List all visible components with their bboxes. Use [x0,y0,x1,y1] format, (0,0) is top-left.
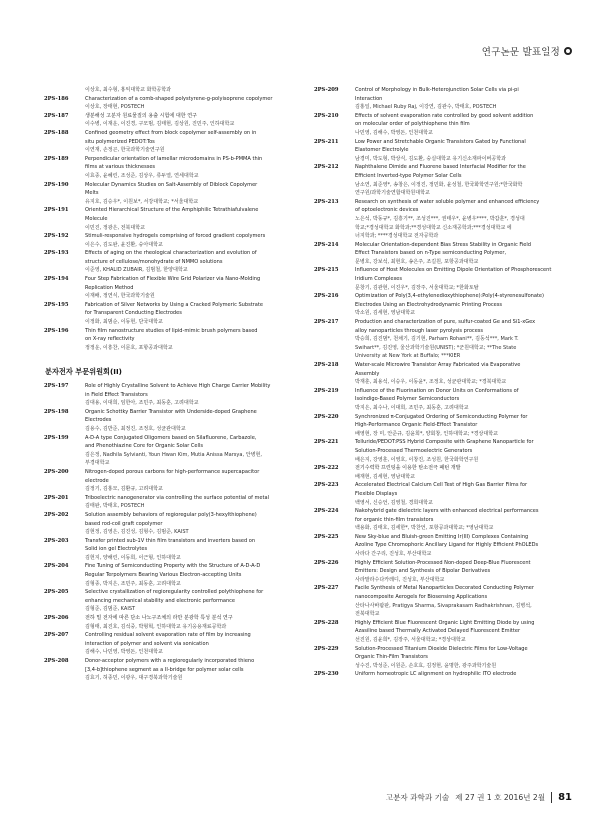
entry-title-line: Selective crystallization of regioregularity controlled polythiophene for [85,589,264,596]
entry-code: 2PS-187 [44,112,69,119]
entry-code: 2PS-186 [44,95,69,102]
entry-authors: 정정운, 이흥찬, 이문호, 포항공과대학교 [85,344,173,351]
entry-title-line: Low Power and Stretchable Organic Transistors Gated by Functional [355,138,526,145]
entry-code: 2PS-200 [44,468,69,475]
entry-title-line: New Sky-blue and Bluish-green Emitting Ir(III) Complexes Containing [355,533,529,540]
entry-title-line: 전기수력학 프린팅을 이용한 탄소전극 패턴 개발 [355,465,461,472]
entry-title-line: Organic Thin-Film Transistors [355,654,428,661]
entry-title-line: nanocomposite Aerogels for Biosensing Applications [355,594,488,601]
entry-code: 2PS-212 [314,164,339,171]
entry-title-line: Azoline Type Chromophoric Ancillary Ligand for Highly Efficient PhOLEDs [355,542,539,549]
entry-code: 2PS-195 [44,301,69,308]
entry-authors: 이상호, 장태현, POSTECH [85,104,145,111]
program-entry [44,275,306,301]
entry-title-line: Electrodes Using an Electrohydrodynamic Printing Process [355,301,502,308]
entry-authors: 성수진, 박성준, 이원준, 손호효, 김정현, 윤명한, 광주과학기술원 [355,662,497,669]
program-entry [314,670,576,679]
program-entry [44,657,306,683]
program-entry [44,301,306,327]
footer-divider [551,792,552,803]
entry-body [355,670,576,679]
entry-title-line: Molecular Orientation-dependent Bias Stress Stability in Organic Field [355,241,531,248]
entry-code: 2PS-220 [314,413,339,420]
program-entry [314,438,576,464]
entry-body [85,181,306,207]
entry-body [85,382,306,408]
entry-authors: 김대용, 이대희, 임한아, 조민주, 최동훈, 고려대학교 [85,400,199,407]
entry-authors: 연구원/과학기술연합대학원대학교 [355,190,430,197]
entry-body [85,249,306,275]
entry-authors: 남소연, 최준영*, 송창은, 이정진, 정민화, 윤성철, 한국화학연구원;*한국화학 [355,181,523,188]
entry-code: 2PS-222 [314,465,339,472]
entry-title-line: Influence of the Fluorination on Donor Units on Conformations of [355,387,519,394]
entry-authors: 이은수, 김도완, 윤진환, 숭아대학교 [85,241,163,248]
entry-authors: 이연재, 손정곤, 한국과학기술연구원 [85,147,165,154]
entry-title-line: Oriented Hierarchical Structure of the Amphiphilic Tetrathiafulvalene [85,207,259,214]
entry-body [355,86,576,112]
entry-authors: 김정기, 김홍모, 김환규, 고려대학교 [85,486,163,493]
page-header [482,44,572,58]
entry-body [355,645,576,671]
right-column [314,86,576,679]
entry-title-line: Isoindigo-Based Polymer Semiconductors [355,396,460,403]
entry-authors: 김현정, 김영은, 김진성, 김형수, 김범준, KAIST [85,529,189,536]
program-entry [44,155,306,181]
entry-code: 2PS-216 [314,293,339,300]
page-footer [386,792,572,803]
entry-authors: University at New York at Buffalo; ***KIER [355,353,461,360]
entry-title-line: Organic Schottky Barrier Transistor with Underside-doped Graphene [85,408,257,415]
entry-title-line: Assembly [355,370,380,377]
entry-authors: 백용화, 김태호, 김세한*, 박찬언, 포항공과대학교; *영남대학교 [355,525,494,532]
entry-body [85,275,306,301]
entry-title-line: Transfer printed sub-1V thin film transistors and inverters based on [85,537,256,544]
entry-body [85,129,306,155]
entry-code: 2PS-203 [44,537,69,544]
entry-authors: 박소원, 김세현, 영남대학교 [355,310,416,317]
entry-code: 2PS-198 [44,408,69,415]
entry-title-line: [3,4-b]thiophene segment as a II-bridge for polymer solar cells [85,666,244,673]
entry-title-line: based rod-coil graft copolymer [85,520,163,527]
entry-body [355,266,576,292]
footer-issue: 제 27 권 1 호 2016년 2월 [455,793,546,802]
entry-body [85,588,306,614]
entry-body [85,95,306,112]
entry-title-line: Nitrogen-doped porous carbons for high-performance supercapacitor [85,468,260,475]
program-entry [44,537,306,563]
program-entry [44,206,306,232]
entry-title-line: Synchronized π-Conjugated Ordering of Semiconducting Polymer for [355,413,528,420]
entry-body [85,631,306,657]
entry-title-line: 전하 밀 전자에 따른 단소 나노구조체의 라만 분광학 특성 분석 연구 [85,615,233,622]
entry-body [85,434,306,468]
program-entry [44,86,306,95]
program-entry [314,619,576,645]
entry-title-line: Highly Efficient Blue Fluorescent Organic Light Emitting Diode by using [355,619,535,626]
entry-code: 2PS-228 [314,619,339,626]
entry-body [355,464,576,481]
entry-authors: 너지학과; ****경성대학교 전자공학과 [355,233,439,240]
program-entry [44,588,306,614]
entry-body [85,112,306,129]
entry-authors: Swihart**, 김진영, 울산과학기술원(UNIST); *군원대학교; **The State [355,344,517,351]
left-column [44,86,306,683]
entry-title-line: Azasiline based Thermally Activated Delayed Fluorescent Emitter [355,628,521,635]
entry-title-line: A-D-A type Conjugated Oligomers based on Silafluorene, Carbazole, [85,434,257,441]
entry-code: 2PS-219 [314,387,339,394]
entry-body [85,657,306,683]
entry-title-line: Confined geometry effect from block copolymer self-assembly on in [85,129,257,136]
entry-title-line: High-Performance Organic Field-Effect Transistor [355,422,478,429]
program-entry [314,112,576,138]
entry-title-line: Thin film nanostructure studies of lipid-mimic brush polymers based [85,327,258,334]
entry-title-line: Naphthalene Dimide and Fluorene based Interfacial Modifier for the [355,164,526,171]
entry-title-line: Fabrication of Silver Networks by Using a Cracked Polymeric Substrate [85,301,263,308]
entry-code: 2PS-207 [44,632,69,639]
entry-title-line: Effects of aging on the rheological characterization and evolution of [85,250,257,257]
entry-title-line: Influence of Host Molecules on Emitting Dipole Orientation of Phosphorescent [355,267,552,274]
program-entry [314,464,576,481]
entry-code: 2PS-226 [314,559,339,566]
program-entry [44,249,306,275]
entry-code: 2PS-227 [314,585,339,592]
entry-title-line: for organic thin-film transistors [355,516,434,523]
entry-authors: 김용수, 김반준, 최정진, 조정호, 성균관대학교 [85,425,186,432]
entry-body [355,112,576,138]
entry-code: 2PS-206 [44,615,69,622]
program-entry [314,533,576,559]
entry-title-line: Donor-acceptor polymers with a regioregularly incorporated thieno [85,658,255,664]
entry-title-line: in Field Effect Transistors [85,391,148,398]
entry-code: 2PS-194 [44,276,69,283]
entry-title-line: Flexible Displays [355,490,398,497]
entry-title-line: structure of cellulose/monohydrate of NMMO solutions [85,258,223,265]
entry-authors: 김태완, 박태호, POSTECH [85,503,145,510]
entry-body [85,511,306,537]
entry-authors: 김은정, Nadhila Sylvianti, Youn Hwan Kim, Mutia Anissa Marsya, 안병현, [85,451,262,458]
entry-code: 2PS-217 [314,319,339,326]
entry-code: 2PS-205 [44,589,69,596]
entry-authors: 김헌지, 양해린, 이동희, 이근형, 인하대학교 [85,554,181,561]
entry-title-line: Nakohybrid gate dielectric layers with enhanced electrical performances [355,508,539,515]
entry-code: 2PS-192 [44,233,69,240]
program-entry [44,494,306,511]
entry-title-line: and Phenothiazine Core for Organic Solar Cells [85,443,203,450]
entry-body [85,408,306,434]
entry-code: 2PS-197 [44,383,69,389]
entry-body [355,438,576,464]
entry-body [85,86,306,95]
program-entry [314,163,576,197]
program-entry [44,95,306,112]
entry-body [85,562,306,588]
entry-code: 2PS-191 [44,207,69,214]
entry-body [355,361,576,387]
entry-title-line: Production and characterization of pure, sulfur-coated Ge and Si1-xGex [355,319,536,326]
entry-title-line: Accelerated Electrical Calcium Cell Test of High Gas Barrier Films for [355,482,528,489]
entry-title-line: Triboelectric nanogenerator via controlling the surface potential of metal [85,494,269,501]
entry-authors: 학교;*경성대학교 화학과;**경성대학교 신소재공학과;***경성대학교 에 [355,224,512,231]
entry-code: 2PS-213 [314,198,339,205]
program-entry [44,327,306,353]
entry-authors: 김형종, 박지은, 조민주, 최동훈, 고려대학교 [85,580,181,587]
entry-title-line: Highly Efficient Solution-Processed Non-doped Deep-Blue Fluorescent [355,559,531,566]
program-entry [44,434,306,468]
entry-title-line: electrode [85,477,109,484]
entry-code: 2PS-202 [44,511,69,518]
entry-title-line: enhancing mechanical stability and electronic performance [85,597,236,604]
entry-code: 2PS-204 [44,563,69,570]
entry-authors: 문창기, 김관현, 이진우*, 김장주, 서울대학교; *한화토탈 [355,284,479,291]
entry-title-line: Effect Transistors based on n-Type semiconducting Polymer, [355,250,507,257]
program-entry [314,645,576,671]
entry-title-line: Solution assembly behaviors of regioregular poly(3-hexylthiophene) [85,511,257,518]
program-entry [44,562,306,588]
entry-title-line: Facile Synthesis of Metal Nanoparticles Decorated Conducting Polymer [355,585,534,592]
entry-code: 2PS-229 [314,645,339,652]
program-entry [44,112,306,129]
entry-title-line: Regular Terpolymers Bearing Various Electron-accepting Units [85,572,242,579]
entry-code: 2PS-188 [44,129,69,136]
entry-title-line: Fine Tuning of Semiconducting Property with the Structure of A-D-A-D [85,563,261,570]
entry-title-line: Telluride/PEDOT:PSS Hybrid Composite with Graphene Nanoparticle for [355,439,534,446]
entry-body [85,468,306,494]
footer-journal: 고분자 과학과 기술 [385,793,450,802]
entry-authors: 이재배, 정연식, 한국과학기술원 [85,293,155,300]
entry-title-line: Characterization of a comb-shaped polystyrene-g-polyisoprene copolymer [85,95,273,102]
entry-code: 2PS-214 [314,241,339,248]
entry-body [355,163,576,197]
entry-title-line: Role of Highly Crystalline Solvent to Achieve High Charge Carrier Mobility [85,383,271,389]
entry-body [85,494,306,511]
entry-title-line: Molecular Dynamics Studies on Salt-Assembly of Diblock Copolymer [85,181,258,188]
entry-body [85,301,306,327]
entry-body [355,138,576,164]
entry-authors: 백영서, 신승언, 김영철, 경희대학교 [355,499,433,506]
entry-title-line: alloy nanoparticles through laser pyrolysis process [355,327,484,334]
program-entry [44,614,306,631]
entry-authors: 사라다 간구리, 진성호, 부산대학교 [355,551,432,558]
entry-body [85,537,306,563]
entry-authors: 남경미, 박도형, 박상식, 김도환, 숭실대학교 유기신소재파이버공학과 [355,155,506,162]
entry-title-line: Melts [85,190,99,197]
entry-code: 2PS-224 [314,508,339,515]
entry-authors: 이효종, 윤혜린, 조성준, 김상우, 류두열, 연세대학교 [85,172,199,179]
entry-code: 2PS-211 [314,138,339,145]
program-entry [44,129,306,155]
page-number: 81 [558,792,572,803]
entry-authors: 문병호, 강보석, 최현호, 송은주, 조길원, 포항공과대학교 [355,258,479,265]
entry-code: 2PS-221 [314,439,339,446]
entry-body [355,507,576,533]
entry-body [85,614,306,631]
entry-code: 2PS-196 [44,327,69,334]
program-entry [314,198,576,241]
entry-body [85,155,306,181]
entry-authors: 이상호, 최수형, 홍익대학교 화학공학과 [85,87,172,93]
entry-title-line: Four Step Fabrication of Flexible Wire Grid Polarizer via Nano-Molding [85,276,261,283]
program-entry [314,318,576,361]
entry-code: 2PS-215 [314,267,339,274]
entry-title-line: Solution-Processed Thermoelectric Generators [355,447,473,454]
entry-title-line: Efficient Inverted-type Polymer Solar Cells [355,172,462,179]
entry-code: 2PS-190 [44,181,69,188]
entry-code: 2PS-230 [314,671,339,678]
entry-title-line: Replication Method [85,284,134,291]
entry-title-line: Perpendicular orientation of lamellar microdomains in PS-b-PMMA thin [85,155,263,162]
entry-code [44,86,85,95]
entry-title-line: Emitters: Design and Synthesis of Bipolar Derivatives [355,568,491,575]
entry-body [355,481,576,507]
entry-authors: 박재훈, 최용석, 이승우, 이동윤*, 조정호, 성균관대학교; *경북대학교 [355,379,507,386]
entry-authors: 부경대학교 [85,460,110,467]
entry-body [355,619,576,645]
entry-code: 2PS-201 [44,494,69,501]
program-entry [44,631,306,657]
program-entry [314,584,576,618]
entry-body [355,198,576,241]
program-entry [314,387,576,413]
entry-authors: 김형태, 최진호, 김석중, 박형혁, 인하대학교 유기응용재료공학과 [85,623,227,630]
entry-code: 2PS-189 [44,155,69,162]
entry-body [355,292,576,318]
entry-body [355,533,576,559]
entry-title-line: 생분해성 고분자 원료물질의 용출 시험에 대한 연구 [85,112,198,119]
program-entry [314,361,576,387]
entry-code: 2PS-225 [314,533,339,540]
entry-title-line: Water-scale Microwire Transistor Array Fabricated via Evaporative [355,362,521,368]
entry-body [355,318,576,361]
entry-title-line: Control of Morphology in Bulk-Heterojunction Solar Cells via pi-pi [355,87,519,93]
header-title: 연구논문 발표일정 [481,47,560,58]
entry-title-line: Controlling residual solvent evaporation rate of film by increasing [85,632,251,639]
program-entry [44,382,306,408]
entry-title-line: Molecule [85,215,108,222]
entry-code: 2PS-223 [314,482,339,489]
program-entry [44,408,306,434]
entry-authors: 노은석, 박동규*, 김흥기**, 조성진***, 권태우*, 윤병우****, 박갑훈*, 경성대 [355,215,525,222]
entry-code: 2PS-210 [314,112,339,119]
entry-body [355,413,576,439]
entry-body [85,232,306,249]
program-entry [314,86,576,112]
entry-body [355,584,576,618]
entry-title-line: Elastomer Electrolyle [355,147,409,154]
entry-authors: 김형준, 김범준, KAIST [85,606,136,613]
entry-authors: 김효기, 허종민, 이광우, 대구경북과학기술원 [85,675,183,682]
entry-body [355,241,576,267]
entry-body [85,327,306,353]
entry-authors: 김해수, 나민영, 박영돈, 인천대학교 [85,649,163,656]
program-entry [44,232,306,249]
entry-title-line: Solid ion gel Electrolytes [85,546,148,553]
entry-body [355,387,576,413]
program-entry [44,181,306,207]
entry-authors: 사라말라수다카레디, 진성호, 부산대학교 [355,576,445,583]
entry-code: 2PS-209 [314,87,339,93]
entry-authors: 나민영, 김해수, 박영돈, 인천대학교 [355,129,433,136]
entry-title-line: on X-ray reflectivity [85,336,135,343]
entry-code: 2PS-218 [314,362,339,368]
entry-title-line: for Transparent Conducting Electrodes [85,310,182,317]
entry-title-line: films at various thicknesses [85,164,156,171]
entry-body [355,559,576,585]
program-entry [314,138,576,164]
entry-authors: 박승희, 김진범*, 천채기, 김기현, Parham Rohani**, 김동석***, Mark T. [355,336,519,343]
program-entry [314,241,576,267]
entry-code: 2PS-208 [44,658,69,664]
entry-code: 2PS-199 [44,434,69,441]
entry-title-line: Stimuli-responsive hydrogels comprising of forced gradient copolymers [85,233,266,240]
entry-title-line: Uniform homeotropic LC alignment on hydrophilic ITO electrode [355,671,517,678]
program-entry [44,511,306,537]
section-title: 분자전자 부문위원회(II) [45,367,122,377]
program-entry [314,559,576,585]
program-entry [314,507,576,533]
program-entry [314,266,576,292]
entry-title-line: Iridium Complexes [355,276,403,283]
entry-authors: 이수병, 이재운, 이진경, 구모범, 김태현, 김상원, 진민주, 인하대학교 [85,121,235,128]
entry-authors: 박지은, 최수나, 이대희, 조민주, 최동훈, 고려대학교 [355,404,469,411]
entry-authors: 김홍일, Michael Ruby Raj, 이강연, 김관수, 박태호, POSTECH [355,104,497,111]
entry-authors: 유지호, 김승우*, 이원보*, 서강대학교; *서울대학교 [85,198,199,205]
header-circle-icon [564,47,572,55]
entry-code: 2PS-193 [44,250,69,257]
entry-authors: 전북대학교 [355,611,380,618]
entry-authors: 배은지, 강영훈, 이영호, 이창진, 조성원, 한국화학연구원 [355,456,479,463]
entry-authors: 산타나사바팜판, Pratigya Sharma, Sivaprakasam Radhakrishnan, 김병석, [355,602,532,609]
entry-authors: 이준영, KHALID ZUBAIR, 김범철, 한양대학교 [85,267,188,274]
entry-body [85,206,306,232]
entry-title-line: situ polymerized PEDOT:Tos [85,138,155,145]
program-entry [314,413,576,439]
entry-title-line: interaction of polymer and solvent via sonication [85,640,209,647]
entry-authors: 배재현, 김세현, 영남대학교 [355,473,416,480]
entry-title-line: on molecular order of polythiophene thin film [355,121,470,128]
entry-title-line: Solution-Processed Titanium Dioxide Dielectric Films for Low-Voltage [355,645,528,652]
entry-authors: 배영현, 장 미, 안준규, 김윤희*, 양회창, 인하대학교; *경상대학교 [355,430,499,437]
program-entry [44,468,306,494]
entry-authors: 선진원, 김윤희*, 김장주, 서울대학교; *경상대학교 [355,637,466,643]
entry-title-line: Interaction [355,95,383,102]
entry-title-line: Electrodes [85,417,112,424]
entry-authors: 이민진, 정광은, 전북대학교 [85,224,146,231]
entry-authors: 이정화, 최범순, 이동현, 단국대학교 [85,319,163,326]
entry-title-line: of optoelectronic devices [355,207,419,214]
entry-title-line: Research on synthesis of water soluble polymer and enhanced efficiency [355,198,540,205]
program-entry [314,292,576,318]
program-entry [314,481,576,507]
entry-title-line: Optimization of Poly(3,4-ethylenedioxythiophene):Poly(4-styrenesulfonate) [355,293,545,300]
entry-title-line: Effects of solvent evaporation rate controlled by good solvent addition [355,112,534,119]
